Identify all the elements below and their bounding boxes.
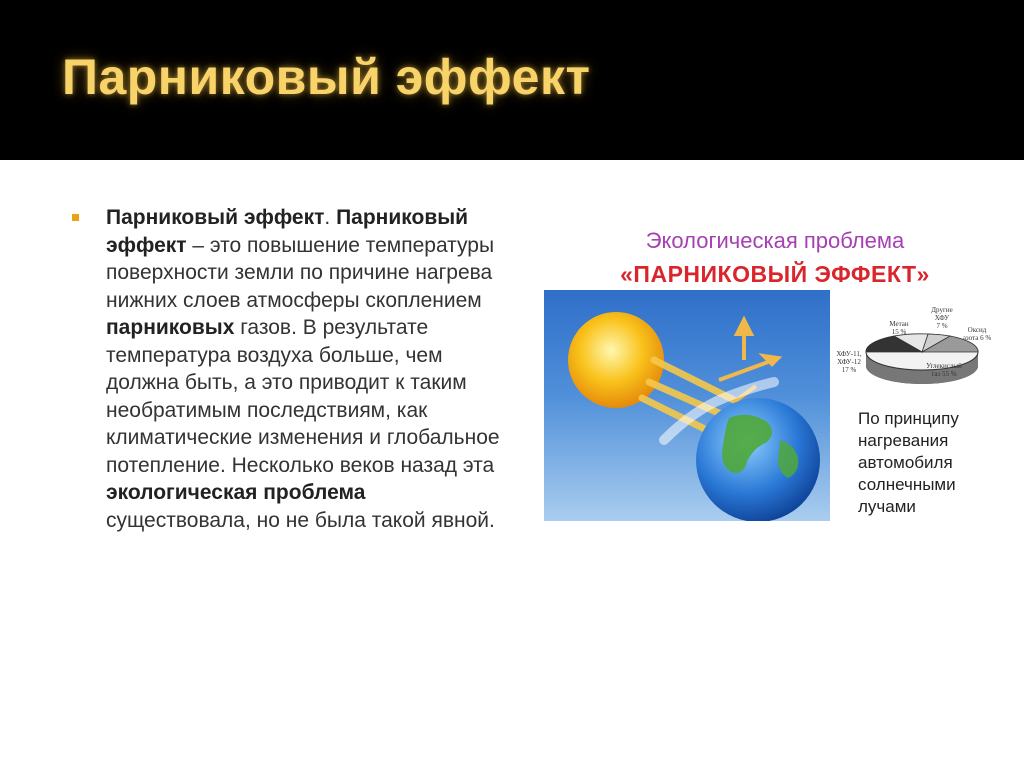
term2-bold: Парниковый эффект	[106, 206, 469, 257]
term-bold: Парниковый эффект	[106, 206, 325, 229]
body-paragraph	[106, 204, 516, 534]
text-part-3: существовала, но не была такой явной.	[106, 508, 495, 532]
greenhouse-illustration	[544, 290, 830, 521]
slide-title: Парниковый эффект	[62, 49, 591, 105]
term-sep: .	[324, 206, 337, 229]
pie-label-co2: Углекислый газ 55 %	[926, 362, 962, 378]
gas-pie-chart	[832, 300, 992, 408]
figure-heading: Экологическая проблема	[645, 228, 905, 253]
figure-subheading: «ПАРНИКОВЫЙ ЭФФЕКТ»	[620, 261, 930, 287]
text-part-1: – это повышение температуры поверхности земли по причине нагрева нижних слоев атмосферы скоплением	[106, 233, 495, 312]
earth-icon	[696, 398, 820, 521]
sun-icon	[568, 312, 664, 408]
text-part-2: газов. В результате температура воздуха больше, чем должна быть, а это приводит к таким необратимым последствиям, как климатические изменения и глобальное потепление. Несколько веков назад эта	[106, 316, 500, 477]
pie-label-other: Другие ХФУ 7 %	[931, 306, 953, 330]
pie-label-methane: Метан 15 %	[889, 320, 909, 336]
bullet-icon	[72, 214, 79, 221]
pie-label-nitrous: Оксид азота 6 %	[962, 326, 992, 342]
pie-label-cfc: ХФУ-11, ХФУ-12 17 %	[836, 350, 862, 374]
bold-greenhouse: парниковых	[106, 316, 235, 339]
bold-eco-problem: экологическая проблема	[106, 481, 366, 504]
figure-caption: По принципу нагревания автомобиля солнечными лучами	[858, 409, 959, 516]
